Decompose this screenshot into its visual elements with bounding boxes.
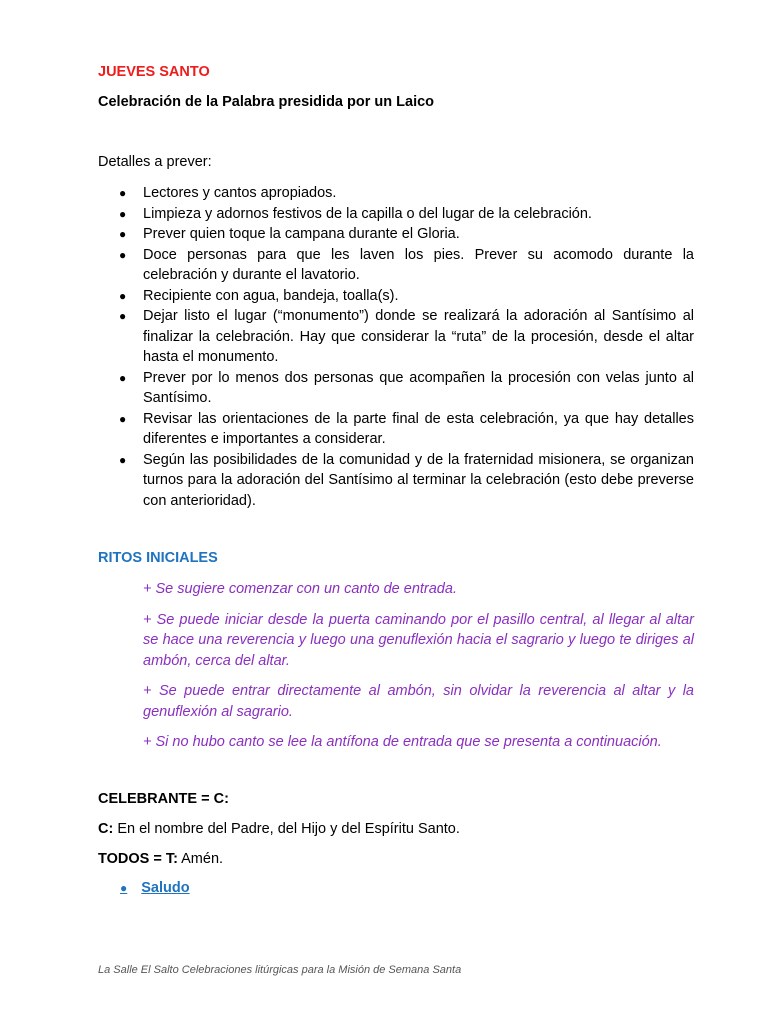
list-item-text: Limpieza y adornos festivos de la capilla o del lugar de la celebración. [143, 205, 592, 222]
bullet-icon: ● [119, 370, 127, 385]
rubric-note: + Se sugiere comenzar con un canto de entrada. [143, 581, 457, 597]
list-item-text: Según las posibilidades de la comunidad y de la fraternidad misionera, se organizan turnos para la adoración del Santísimo al terminar la celebración (esto debe preverse con anterioridad). [143, 451, 694, 509]
bullet-icon: ● [119, 186, 127, 200]
details-list [98, 183, 694, 511]
list-item-text: Dejar listo el lugar (“monumento”) donde se realizará la adoración al Santísimo al finalizar la celebración. Hay que considerar la “ruta” de la procesión, desde el altar hasta el monumento. [143, 308, 694, 365]
list-item-text: Prever quien toque la campana durante el Gloria. [143, 226, 460, 242]
bullet-icon: ● [119, 411, 127, 426]
line-text: Amén. [177, 851, 224, 867]
rubric-note: + Se puede entrar directamente al ambón, sin olvidar la reverencia al altar y la genuflexión al sagrario. [143, 683, 694, 720]
list-item [98, 306, 694, 368]
list-item [98, 450, 694, 512]
list-item [98, 286, 694, 307]
document-subtitle: Celebración de la Palabra presidida por un Laico [98, 94, 435, 110]
speaker-prefix: TODOS = T: [98, 851, 178, 867]
saludo-label: Saludo [141, 880, 190, 896]
list-item [98, 224, 694, 245]
bullet-icon: ● [119, 247, 127, 262]
list-item [98, 368, 694, 409]
list-item-text: Doce personas para que les laven los pies. Prever su acomodo durante la celebración y durante el lavatorio. [143, 246, 694, 283]
list-item-text: Lectores y cantos apropiados. [143, 185, 337, 201]
section-heading-ritos: RITOS INICIALES [98, 550, 218, 566]
bullet-icon: ● [119, 452, 127, 467]
saludo-link[interactable] [120, 880, 190, 896]
rubric-notes [143, 579, 694, 763]
list-item [98, 204, 694, 225]
line-text: En el nombre del Padre, del Hijo y del Espíritu Santo. [113, 821, 460, 837]
page-footer: La Salle El Salto Celebraciones litúrgicas para la Misión de Semana Santa [98, 964, 462, 976]
bullet-icon: ● [119, 288, 127, 303]
rubric-note: + Se puede iniciar desde la puerta caminando por el pasillo central, al llegar al altar se hace una reverencia y luego una genuflexión hacia el sagrario y luego te diriges al ambón, cerca del altar. [143, 611, 694, 669]
rubric-note: + Si no hubo canto se lee la antífona de entrada que se presenta a continuación. [143, 734, 662, 750]
bullet-icon: ● [119, 227, 127, 241]
bullet-icon: ● [119, 309, 127, 323]
list-item [98, 245, 694, 286]
list-item-text: Revisar las orientaciones de la parte final de esta celebración, ya que hay detalles diferentes e importantes a considerar. [143, 410, 694, 447]
details-label: Detalles a prever: [98, 154, 212, 170]
bullet-icon: ● [119, 206, 127, 221]
document-title: JUEVES SANTO [98, 64, 210, 80]
list-item-text: Prever por lo menos dos personas que acompañen la procesión con velas junto al Santísimo. [143, 369, 694, 406]
list-item [98, 183, 694, 204]
celebrante-label: CELEBRANTE = C: [98, 791, 229, 807]
todos-line [98, 851, 223, 867]
speaker-prefix: C: [98, 821, 114, 837]
celebrante-line [98, 821, 460, 837]
list-item [98, 409, 694, 450]
bullet-icon: ● [120, 881, 128, 895]
list-item-text: Recipiente con agua, bandeja, toalla(s). [143, 287, 399, 304]
